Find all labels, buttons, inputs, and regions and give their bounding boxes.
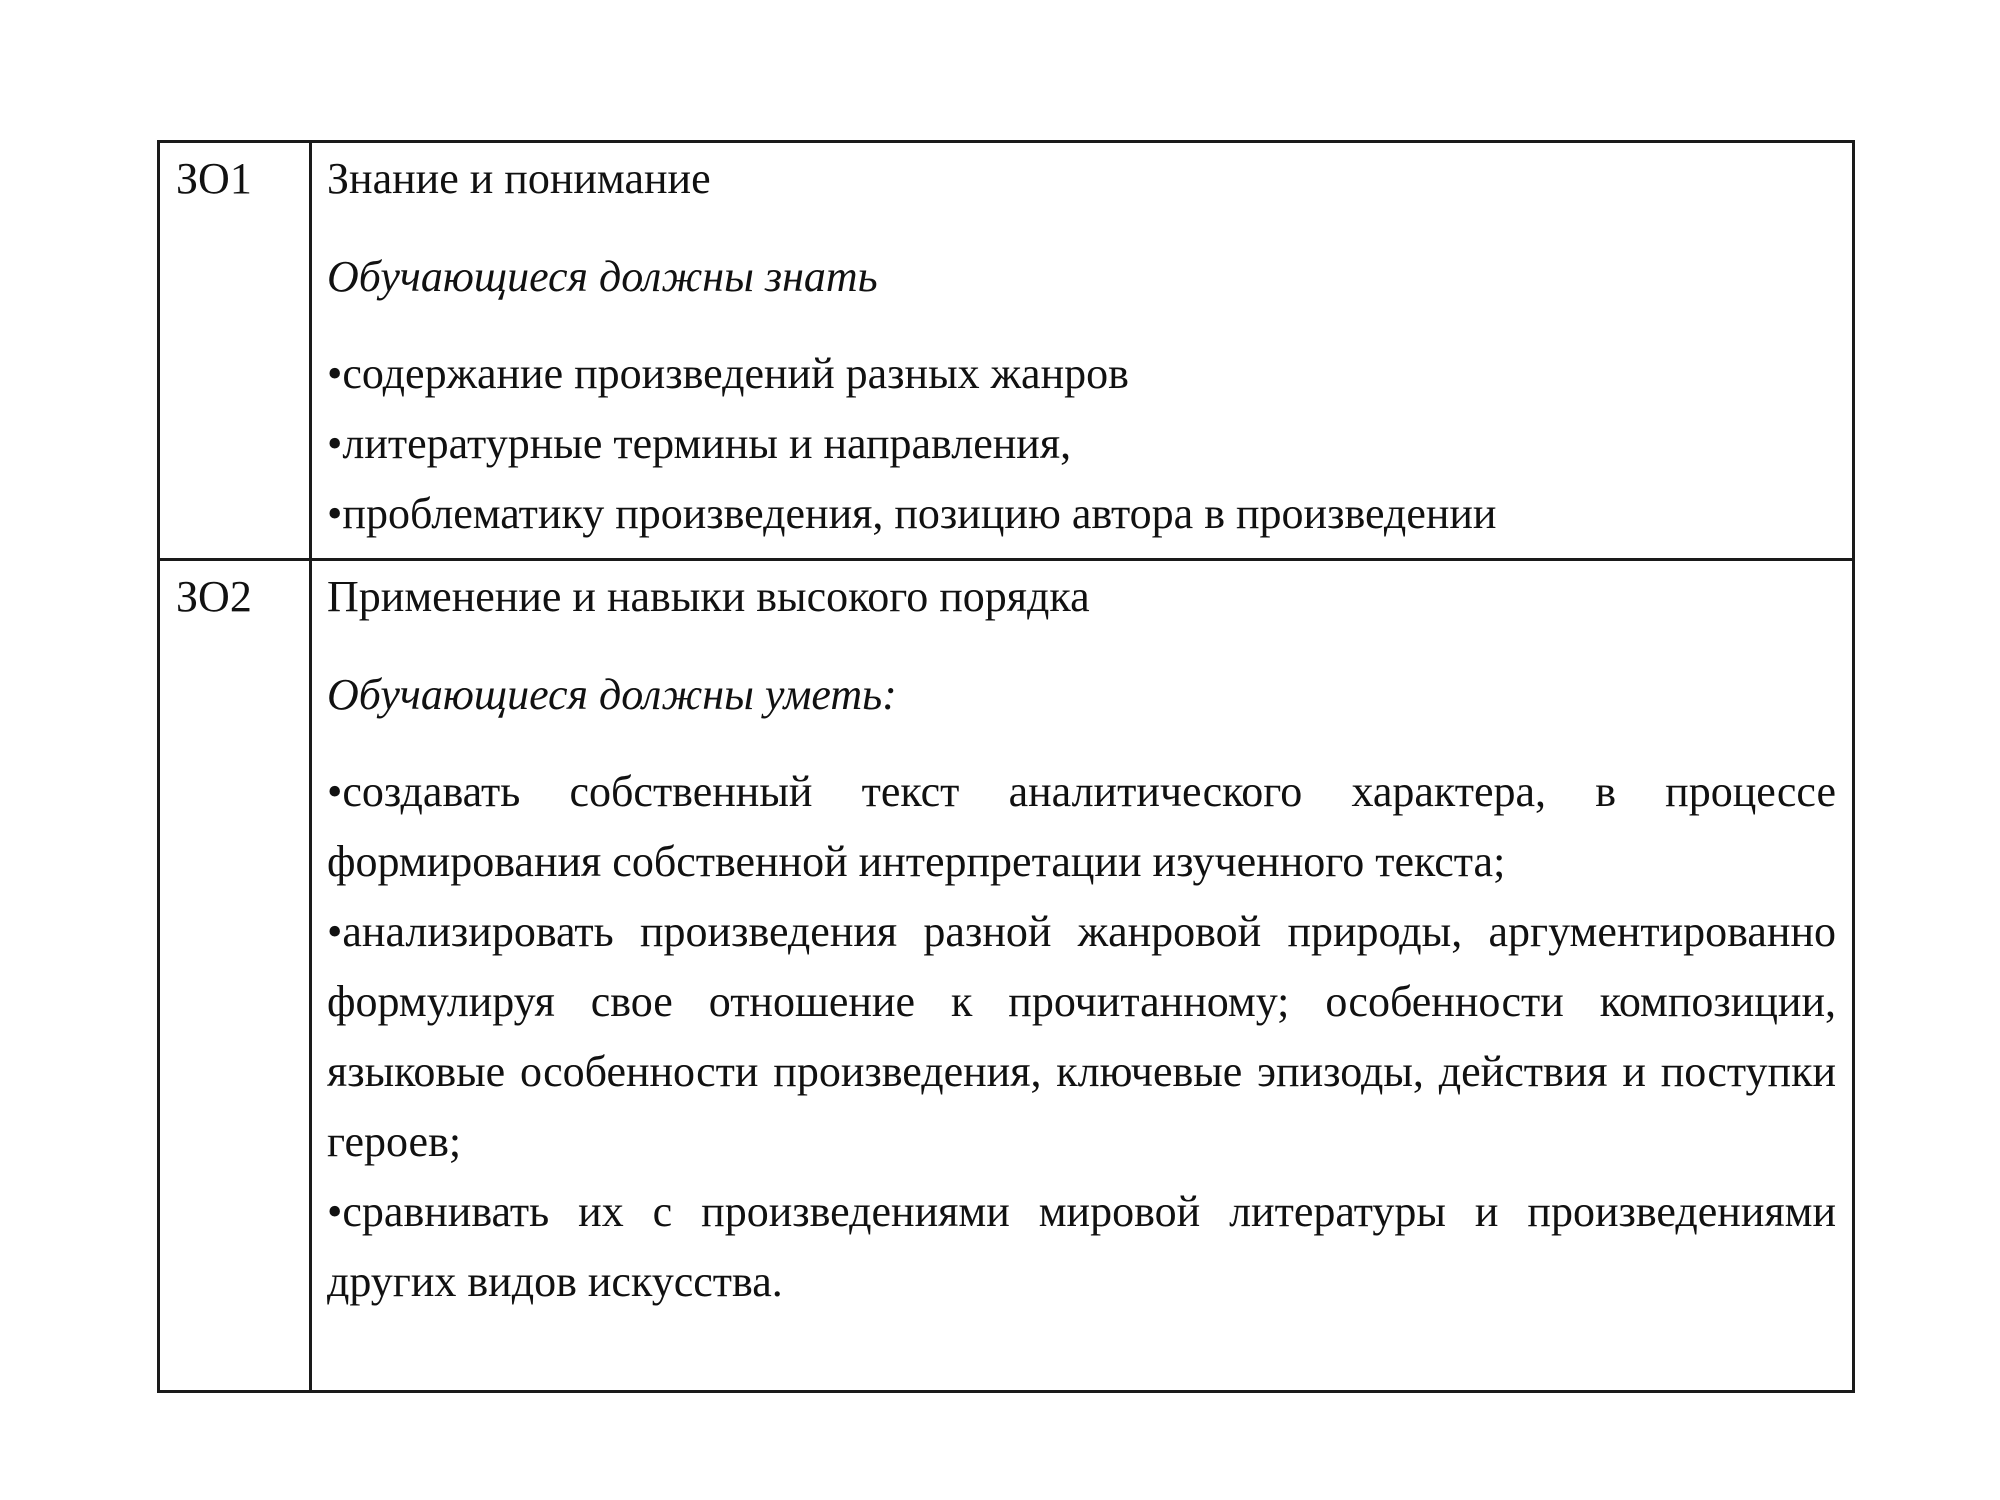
outcome-code-cell [159, 142, 311, 560]
bullet-icon: • [327, 1187, 343, 1236]
outcome-code-cell [159, 560, 311, 1392]
list-item [327, 897, 1836, 1177]
outcome-list [327, 757, 1836, 1317]
outcome-title: Применение и навыки высокого порядка [327, 572, 1090, 621]
list-item [327, 339, 1836, 409]
list-item [327, 757, 1836, 897]
outcome-list [327, 339, 1836, 549]
outcome-code: ЗО2 [176, 572, 252, 621]
list-item-text: сравнивать их с произведениями мировой литературы и произведениями других видов искусства. [327, 1187, 1836, 1306]
list-item-text: проблематику произведения, позицию автора в произведении [342, 489, 1497, 538]
table-row [159, 560, 1854, 1392]
outcome-subtitle: Обучающиеся должны уметь: [327, 670, 897, 719]
outcome-title: Знание и понимание [327, 154, 711, 203]
bullet-icon: • [327, 907, 343, 956]
list-item [327, 409, 1836, 479]
bullet-icon: • [327, 489, 343, 538]
list-item [327, 1177, 1836, 1317]
learning-outcomes-table [157, 140, 1855, 1393]
table-row [159, 142, 1854, 560]
list-item-text: содержание произведений разных жанров [342, 349, 1129, 398]
bullet-icon: • [327, 767, 343, 816]
outcome-code: ЗО1 [176, 154, 252, 203]
bullet-icon: • [327, 419, 343, 468]
list-item-text: анализировать произведения разной жанровой природы, аргументированно формулируя свое отношение к прочитанному; особенности композиции, языковые особенности произведения, ключевые эпизоды, действия и поступки героев; [327, 907, 1836, 1166]
bullet-icon: • [327, 349, 343, 398]
list-item [327, 479, 1836, 549]
outcome-content-cell [311, 142, 1854, 560]
outcome-subtitle: Обучающиеся должны знать [327, 252, 878, 301]
list-item-text: создавать собственный текст аналитического характера, в процессе формирования собственной интерпретации изученного текста; [327, 767, 1836, 886]
outcome-content-cell [311, 560, 1854, 1392]
list-item-text: литературные термины и направления, [342, 419, 1072, 468]
